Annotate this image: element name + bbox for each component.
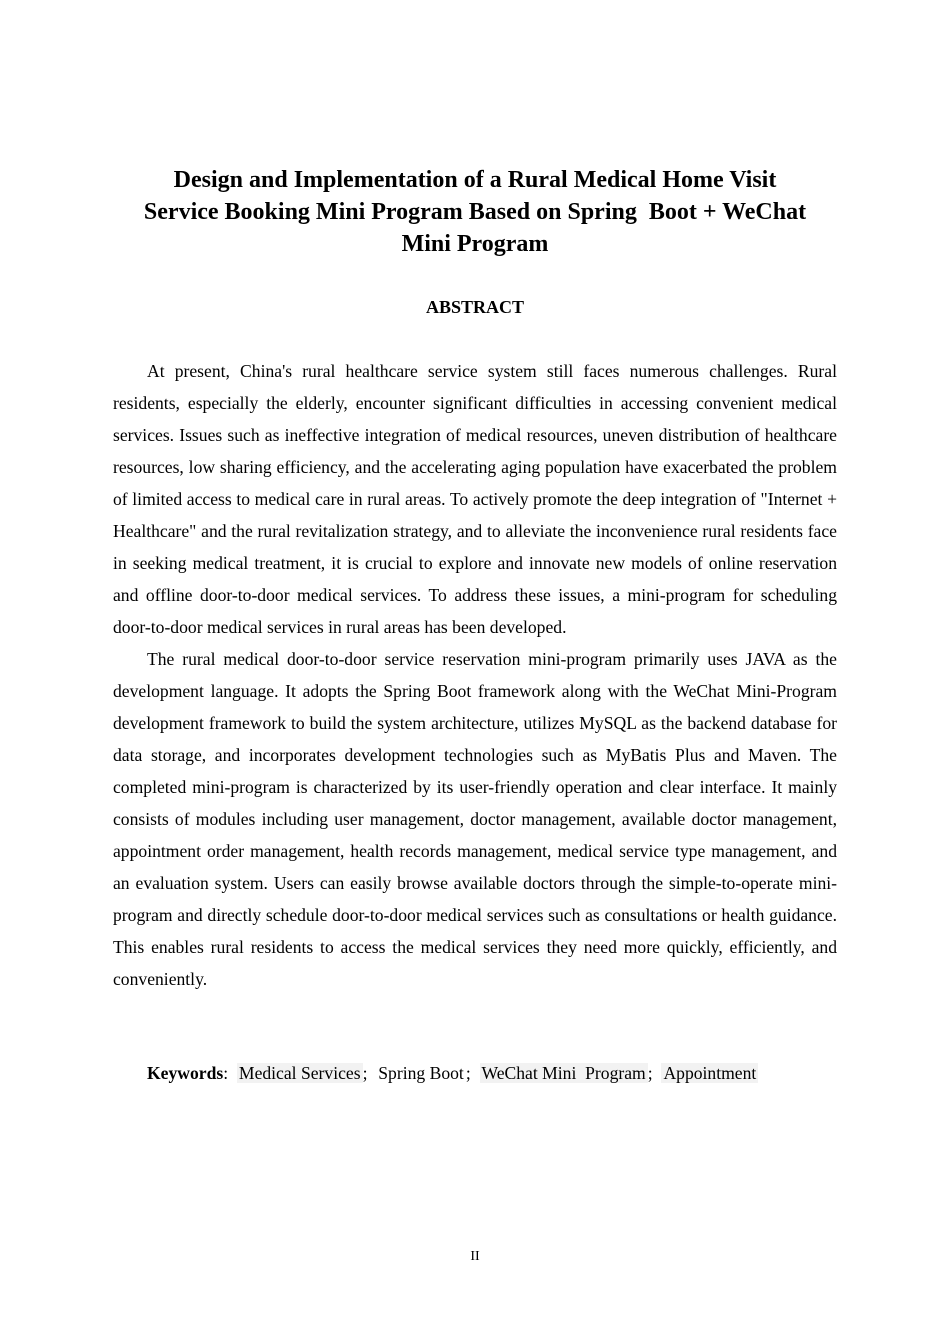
keyword-medical-services: Medical Services bbox=[238, 1063, 361, 1083]
keyword-appointment: Appointment bbox=[663, 1063, 757, 1083]
title-line-3: Mini Program bbox=[401, 231, 549, 257]
title-line-2: Service Booking Mini Program Based on Spring Boot + WeChat bbox=[143, 199, 807, 225]
abstract-body bbox=[113, 355, 837, 995]
abstract-paragraph-1: At present, China's rural healthcare service system still faces numerous challenges. Rural residents, especially the elderly, encounter significant difficulties in accessing convenient medical services. Issues such as ineffective integration of medical resources, uneven distribution of healthcare resources, low sharing efficiency, and the accelerating aging population have exacerbated the problem of limited access to medical care in rural areas. To actively promote the deep integration of "Internet + Healthcare" and the rural revitalization strategy, and to alleviate the inconvenience rural residents face in seeking medical treatment, it is crucial to explore and innovate new models of online reservation and offline door-to-door medical services. To address these issues, a mini-program for scheduling door-to-door medical services in rural areas has been developed. bbox=[113, 361, 837, 637]
page-number: II bbox=[470, 1249, 480, 1264]
title-line-1: Design and Implementation of a Rural Medical Home Visit bbox=[173, 167, 777, 193]
keywords-label: Keywords bbox=[147, 1063, 224, 1083]
keywords-colon: : bbox=[223, 1063, 229, 1083]
abstract-paragraph-2: The rural medical door-to-door service reservation mini-program primarily uses JAVA as the development language. It adopts the Spring Boot framework along with the WeChat Mini-Program development framework to build the system architecture, utilizes MySQL as the backend database for data storage, and incorporates development technologies such as MyBatis Plus and Maven. The completed mini-program is characterized by its user-friendly operation and clear interface. It mainly consists of modules including user management, doctor management, available doctor management, appointment order management, health records management, medical service type management, and an evaluation system. Users can easily browse available doctors through the simple-to-operate mini-program and directly schedule door-to-door medical services such as consultations or health guidance. This enables rural residents to access the medical services they need more quickly, efficiently, and conveniently. bbox=[113, 649, 837, 989]
keyword-separator: ; bbox=[647, 1063, 653, 1083]
keyword-spring-boot: Spring Boot bbox=[378, 1063, 464, 1083]
paper-title bbox=[113, 164, 837, 260]
keywords-line bbox=[147, 1057, 758, 1089]
keyword-separator: ; bbox=[362, 1063, 368, 1083]
abstract-heading: ABSTRACT bbox=[425, 297, 525, 317]
keyword-separator: ; bbox=[465, 1063, 471, 1083]
keyword-wechat-mini-program: WeChat Mini Program bbox=[481, 1063, 646, 1083]
